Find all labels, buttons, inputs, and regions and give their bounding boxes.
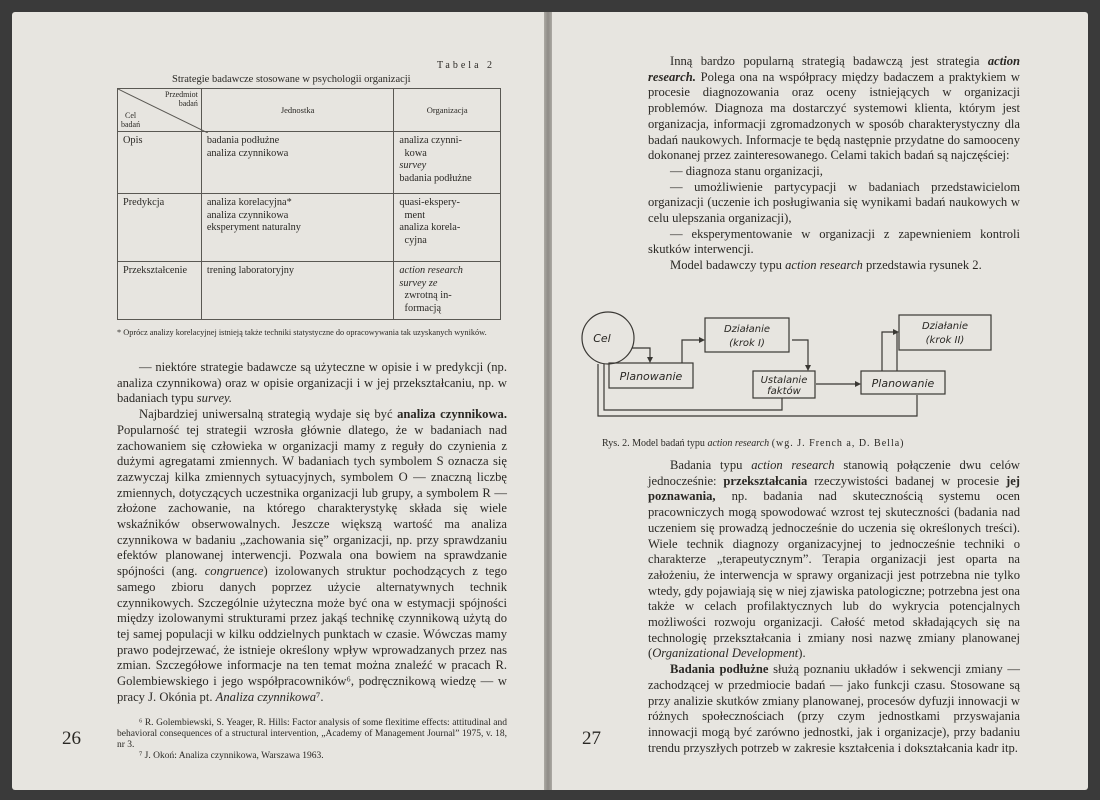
planning-label-2: Planowanie bbox=[871, 377, 935, 390]
paragraph: Najbardziej uniwersalną strategią wydaje się być analiza czynnikowa. Popularność tej strategii wzrosła głównie dlatego, że w badaniach nad zachowaniem się człowieka w organizacji mamy z reguły do czynienia z dużymi agregatami zmiennych. W badaniach tych symbolem S oznacza się zazwyczaj kilka zmiennych sytuacyjnych, symbolem O — znaczną liczbę zmiennych, dotyczących uczestnika organizacji lub grupy, a symbolem R — złożone zachowanie, na którego charakterystykę składa się wiele wskaźników obserwowalnych. Jeszcze większą wartość ma analiza czynnikowa w badaniu „zachowania się” organizacji, np. przy sprawdzaniu efektów planowanej interwencji. Pozwala ona bowiem na sprawdzanie spójności (ang. congruence) izolowanych struktur pochodzących z tego samego zbioru danych poprzez użycie alternatywnych technik czynnikowych. Szczególnie użyteczna może być ona w estymacji spójności między izolowanymi strukturami przez jakąś technikę czynnikową użytą do tej samej populacji w kilku oddzielnych punktach w czasie. Wówczas mamy prawo podejrzewać, że istnieje określony wpływ wprowadzanych przez nas zmian. Szczegółowe informacje na ten temat można znaleźć w pracach R. Golembiewskiego i jego współpracowników⁶, podręcznikową wiedzę — w pracy J. Okónia pt. Analiza czynnikowa⁷. bbox=[117, 407, 507, 704]
footnote-7: ⁷ J. Okoń: Analiza czynnikowa, Warszawa 1963. bbox=[139, 751, 324, 761]
left-body-text bbox=[117, 360, 507, 705]
row-org-cell: action research survey ze zwrotną in- formacją bbox=[394, 262, 501, 320]
action-research-diagram bbox=[572, 298, 1032, 434]
paragraph: — niektóre strategie badawcze są użyteczne w opisie i w predykcji (np. analiza czynnikowa) oraz w opisie organizacji i w jej przekształcaniu, np. w badaniach typu survey. bbox=[117, 360, 507, 406]
page-number: 26 bbox=[62, 728, 81, 749]
action-step-1: (krok I) bbox=[729, 338, 765, 349]
list-item: — eksperymentowanie w organizacji z zapewnieniem kontroli skutków interwencji. bbox=[648, 226, 1020, 257]
table-row bbox=[118, 132, 501, 194]
header-goal: Cel badań bbox=[121, 111, 141, 129]
list-item: — umożliwienie partycypacji w badaniach przedstawicielom organizacji (uczenie ich posługiwania się wynikami badań naukowych w celu ulepszania organizacji), bbox=[648, 179, 1020, 226]
footnote-6: ⁶ R. Golembiewski, S. Yeager, R. Hills: Factor analysis of some flexitime effects: attitudinal and behavioral consequences of a structural intervention, „Academy of Management Journal” 1975, v. 18, nr 3. bbox=[117, 718, 507, 750]
table-footnote: * Oprócz analizy korelacyjnej istnieją także techniki statystyczne do opracowywania tak uzyskanych wyników. bbox=[117, 328, 487, 337]
table-row bbox=[118, 262, 501, 320]
paragraph: Badania podłużne służą poznaniu układów i sekwencji zmiany — zachodzącej w przedmiocie badań — jako funkcji czasu. Stosowane są przy analizie skutków zmiany planowanej, procesów dyfuzji innowacji w różnych społecznościach (przy czym jednostkami przyswajania innowacji mogą być zarówno jednostki, jak i organizacje), przy badaniu trendu przyszłych potrzeb w zakresie kształcenia i dokształcania kadr itp. bbox=[648, 662, 1021, 755]
planning-label-1: Planowanie bbox=[619, 370, 683, 383]
action-label-2: Działanie bbox=[921, 321, 969, 332]
table-header-row bbox=[118, 89, 501, 132]
action-label-1: Działanie bbox=[723, 324, 771, 335]
row-label: Predykcja bbox=[118, 194, 202, 262]
action-step-2: (krok II) bbox=[925, 335, 965, 346]
paragraph: Inną bardzo popularną strategią badawczą jest strategia action research. Polega ona na współpracy między badaczem a praktykiem w procesie diagnozowania oraz oceny istniejących w organizacji problemów. Diagnoza ma dostarczyć systemowi klienta, którym jest organizacja, informacji zgromadzonych w sposób charakterystyczny dla badań naukowych. Informacje te będą następnie przydatne do samooceny dokonanej przez zainteresowanego. Celami takich badań są najczęściej: bbox=[648, 54, 1020, 163]
left-page bbox=[12, 12, 544, 790]
paragraph: Model badawczy typu action research przedstawia rysunek 2. bbox=[670, 258, 982, 273]
table-caption: Tabela 2 bbox=[437, 60, 496, 71]
header-subject: Przedmiot badań bbox=[164, 90, 198, 108]
fact-finding-label: Ustalanie bbox=[760, 375, 808, 386]
table-corner-header bbox=[118, 89, 202, 132]
header-unit: Jednostka bbox=[201, 89, 394, 132]
row-unit-cell: trening laboratoryjny bbox=[201, 262, 394, 320]
page-number: 27 bbox=[582, 728, 601, 749]
figure-caption: Rys. 2. Model badań typu action research (wg. J. French a, D. Bella) bbox=[602, 438, 905, 449]
row-org-cell: quasi-ekspery- ment analiza korela- cyjna bbox=[394, 194, 501, 262]
goal-label: Cel bbox=[593, 332, 611, 345]
row-org-cell: analiza czynni- kowa survey badania podłużne bbox=[394, 132, 501, 194]
right-body-top bbox=[648, 54, 1020, 274]
strategy-table bbox=[117, 88, 501, 320]
row-label: Opis bbox=[118, 132, 202, 194]
row-unit-cell: badania podłużne analiza czynnikowa bbox=[201, 132, 394, 194]
paragraph: Badania typu action research stanowią połączenie dwu celów jednocześnie: przekształcania rzeczywistości badanej w procesie jej poznawania, np. badania nad skutecznością systemu ocen pracowniczych mogą spowodować wzrost tej skuteczności (badania nad uczeniem się prowadzą jednocześnie do uczenia się określonych treści). Wiele technik diagnozy organizacyjnej to jednocześnie techniki o charakterze „terapeutycznym”. Terapia organizacji jest oparta na założeniu, że interwencja w sprawy organizacji jest potrzebna nie tylko wtedy, gdy pojawiają się w niej zjawiska patologiczne; potrzebna jest ona także w celach profilaktycznych lub do wykrycia potencjalnych możliwości rozwoju organizacji. Całość metod składających się na technologię przekształcania i zmiany nosi nazwę zmiany planowanej (Organizational Development). bbox=[648, 458, 1020, 661]
table-title: Strategie badawcze stosowane w psychologii organizacji bbox=[172, 74, 411, 85]
row-unit-cell: analiza korelacyjna* analiza czynnikowa eksperyment naturalny bbox=[201, 194, 394, 262]
header-organization: Organizacja bbox=[394, 89, 501, 132]
fact-finding-label-2: faktów bbox=[767, 386, 801, 397]
row-label: Przekształcenie bbox=[118, 262, 202, 320]
table-row bbox=[118, 194, 501, 262]
footnotes bbox=[117, 718, 507, 762]
right-page bbox=[552, 12, 1088, 790]
list-item: — diagnoza stanu organizacji, bbox=[670, 163, 823, 178]
right-body-bottom bbox=[648, 458, 1020, 756]
